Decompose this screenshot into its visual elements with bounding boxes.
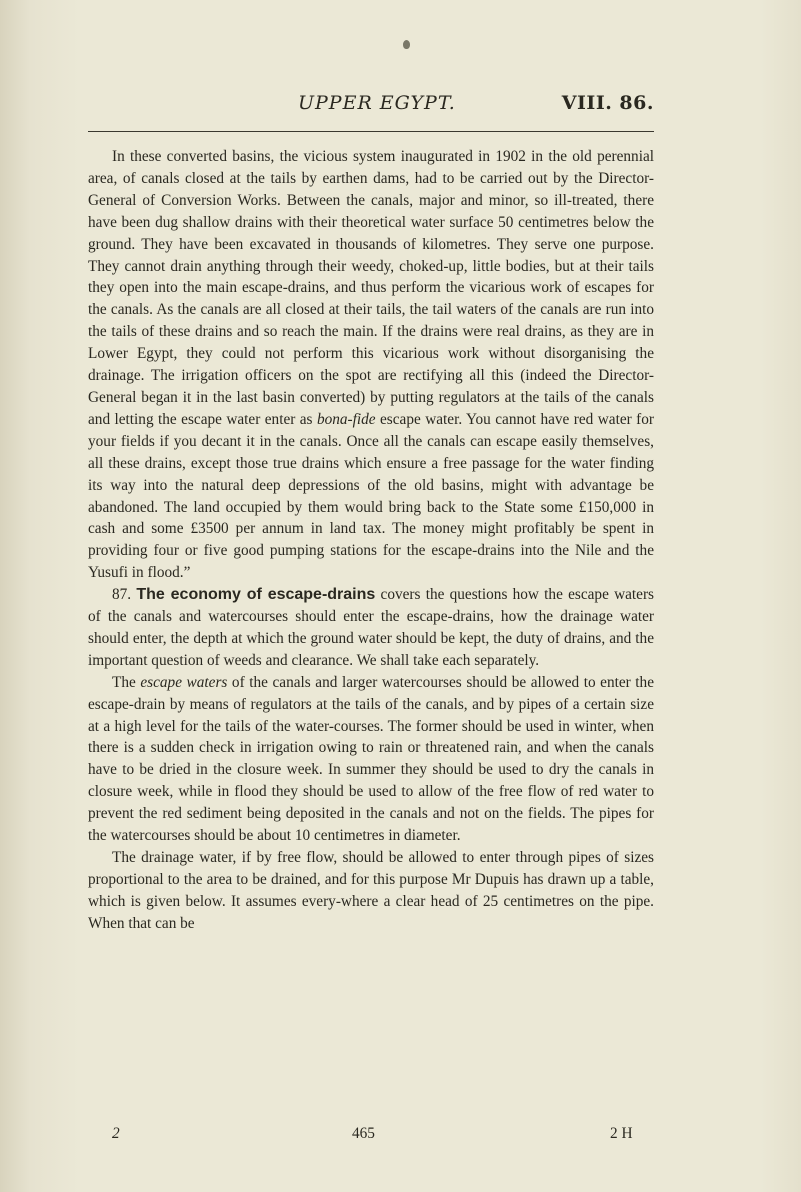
paragraph-text: In these converted basins, the vicious system inaugurated in 1902 in the old perennial area, of canals closed at the tails by earthen dams, had to be carried out by the Director-General of Conversion Works. Between the canals, major and minor, so ill-treated, there have been dug shallow drains with their theoretical water surface 50 centimetres below the ground. They have been excavated in thousands of kilometres. They serve one purpose. They cannot drain anything through their weedy, choked-up, little bodies, but at their tails they open into the main escape-drains, and thus perform the vicarious work of escapes for the canals. As the canals are all closed at their tails, the tail waters of the canals are run into the tails of these drains and so reach the main. If the drains were real drains, as they are in Lower Egypt, they could not perform this vicarious work without disorganising the drainage. The irrigation officers on the spot are rectifying all this (indeed the Director-General began it in the last basin converted) by putting regulators at the tails of the canals and letting the escape water enter as [88, 148, 654, 428]
signature-mark-left: 2 [112, 1125, 120, 1142]
paragraph-text: of the canals and larger watercourses should be allowed to enter the escape-drain by means of regulators at the tails of the canals, and by pipes of a certain size at a high level for the tails of the water-courses. The former should be used in winter, when there is a sudden check in irrigation owing to rain or threatened rain, and when the canals have to be dried in the closure week. In summer they should be used to dry the canals in closure week, while in flood they should be used to allow of the free flow of red water to prevent the red sediment being deposited in the canals and not on the fields. The pipes for the watercourses should be about 10 centimetres in diameter. [88, 673, 654, 845]
section-reference: VIII. 86. [561, 92, 654, 114]
emphasis-text: escape waters [140, 673, 228, 691]
signature-mark-right: 2 H [610, 1125, 633, 1142]
running-title: UPPER EGYPT. [298, 92, 456, 114]
emphasis-text: bona-fide [316, 410, 376, 428]
page-number: 465 [352, 1125, 375, 1142]
running-header [88, 92, 654, 122]
paragraph-text: The [112, 673, 141, 691]
header-rule [88, 131, 654, 132]
printer-mark [403, 40, 410, 49]
body-text [88, 146, 654, 935]
paragraph [88, 672, 654, 847]
emphasis-text: The economy of escape-drains [136, 586, 376, 604]
paragraph-text: covers the questions how the escape waters of the canals and watercourses should enter the escape-drains, how the drainage water should enter, the depth at which the ground water should be kept, the duty of drains, and the important question of weeds and clearance. We shall take each separately. [88, 586, 655, 669]
paragraph-text: The drainage water, if by free flow, should be allowed to enter through pipes of sizes proportional to the area to be drained, and for this purpose Mr Dupuis has drawn up a table, which is given below. It assumes every-where a clear head of 25 centimetres on the pipe. When that can be [88, 849, 654, 932]
paragraph [88, 847, 654, 935]
paragraph [88, 584, 654, 672]
paragraph-text: escape water. You cannot have red water for your fields if you decant it in the canals. Once all the canals can escape easily themselves, all these drains, except those true drains which ensure a free passage for the water finding its way into the natural deep depressions of the old basins, might with advantage be abandoned. The land occupied by them would bring back to the State some £150,000 in cash and some £3500 per annum in land tax. The money might profitably be spent in providing four or five good pumping stations for the escape-drains into the Nile and the Yusufi in flood.” [88, 410, 654, 582]
page-footer [88, 1125, 654, 1149]
paragraph-text: 87. [112, 586, 137, 604]
paragraph [88, 146, 654, 584]
